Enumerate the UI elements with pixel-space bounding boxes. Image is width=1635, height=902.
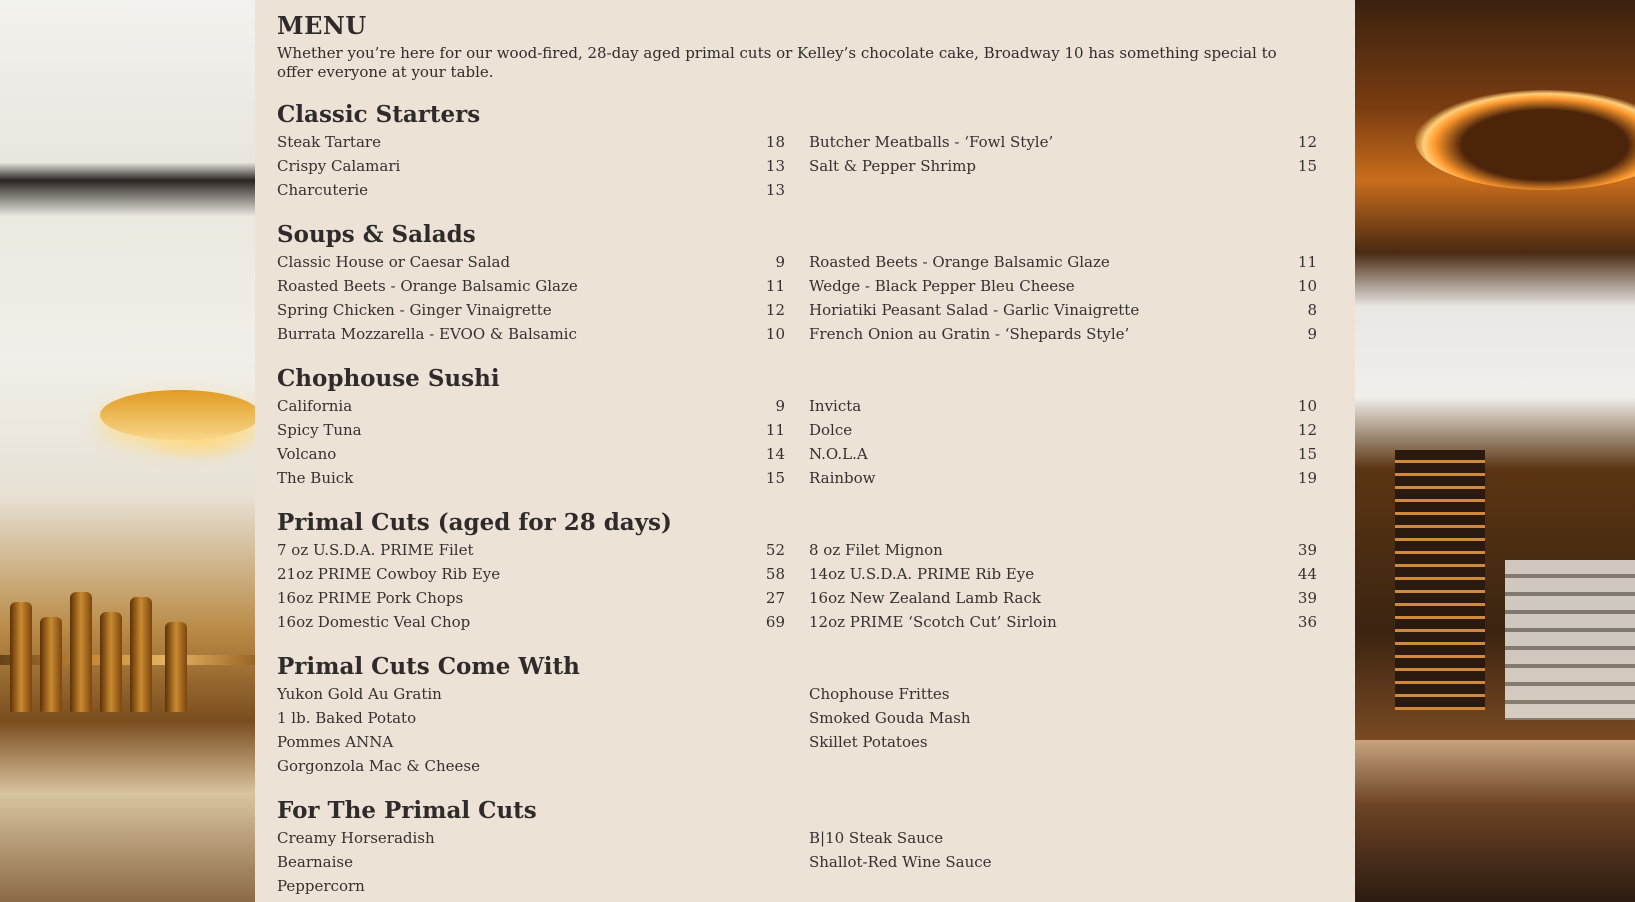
menu-item-price: 39 [1297,589,1317,607]
menu-item [809,538,1317,562]
menu-item-name: Peppercorn [277,877,365,895]
menu-item [809,418,1317,442]
wine-rack [1395,450,1485,710]
menu-item-name: 8 oz Filet Mignon [809,541,943,559]
menu-item-name: Roasted Beets - Orange Balsamic Glaze [277,277,578,295]
dining-background-photo-right [1355,0,1635,902]
menu-item-name: California [277,397,353,415]
menu-item [277,130,785,154]
bottle-image [10,602,32,712]
bar-shelf [0,655,255,665]
section-columns [277,130,1317,202]
menu-item [809,730,1317,754]
ceiling-light-ring [1415,90,1635,190]
section-title: Primal Cuts Come With [277,653,580,680]
menu-item-price: 14 [765,445,785,463]
menu-item-name: Butcher Meatballs - ‘Fowl Style’ [809,133,1054,151]
menu-item [277,274,785,298]
menu-item-name: Wedge - Black Pepper Bleu Cheese [809,277,1075,295]
menu-item-name: Spring Chicken - Ginger Vinaigrette [277,301,552,319]
menu-section [277,222,1317,346]
bottle-image [100,612,122,712]
menu-item-name: Roasted Beets - Orange Balsamic Glaze [809,253,1110,271]
menu-item [277,154,785,178]
menu-item-name: The Buick [277,469,354,487]
menu-item [277,442,785,466]
menu-column-left [277,682,785,778]
menu-column-left [277,250,785,346]
menu-item [277,250,785,274]
menu-item [809,682,1317,706]
menu-item-price: 10 [1297,277,1317,295]
menu-item-name: 12oz PRIME ‘Scotch Cut’ Sirloin [809,613,1057,631]
menu-item [277,538,785,562]
menu-item-price: 11 [1297,253,1317,271]
menu-item-price: 58 [765,565,785,583]
menu-item-price: 11 [765,277,785,295]
menu-item-price: 39 [1297,541,1317,559]
menu-column-right [809,826,1317,898]
menu-item [809,706,1317,730]
menu-item-name: Crispy Calamari [277,157,401,175]
menu-item [809,442,1317,466]
menu-item-name: Skillet Potatoes [809,733,928,751]
menu-sections [277,102,1317,898]
menu-item-price: 12 [765,301,785,319]
menu-item-price: 36 [1297,613,1317,631]
bottle-image [130,597,152,712]
menu-column-left [277,394,785,490]
section-columns [277,826,1317,898]
bottle-image [70,592,92,712]
section-title: For The Primal Cuts [277,797,537,824]
menu-item-price: 15 [1297,445,1317,463]
menu-item-price: 10 [1297,397,1317,415]
menu-item-price: 19 [1297,469,1317,487]
menu-item-price: 52 [765,541,785,559]
menu-item [277,754,785,778]
menu-column-right [809,394,1317,490]
menu-item-price: 15 [765,469,785,487]
menu-item-name: Rainbow [809,469,876,487]
menu-column-left [277,538,785,634]
menu-item-name: N.O.L.A [809,445,868,463]
menu-item-name: Bearnaise [277,853,353,871]
menu-item [277,466,785,490]
section-title: Primal Cuts (aged for 28 days) [277,509,672,536]
menu-item [277,586,785,610]
menu-item [809,274,1317,298]
bar-counter [1355,740,1635,902]
menu-item-name: Shallot-Red Wine Sauce [809,853,992,871]
menu-column-right [809,130,1317,202]
menu-item-price: 13 [765,181,785,199]
menu-item-name: Spicy Tuna [277,421,362,439]
menu-item [809,298,1317,322]
menu-column-left [277,130,785,202]
bar-background-photo-left [0,0,255,902]
menu-column-right [809,682,1317,778]
menu-item [277,610,785,634]
menu-item-name: Gorgonzola Mac & Cheese [277,757,480,775]
menu-item-price: 11 [765,421,785,439]
menu-item-name: 16oz PRIME Pork Chops [277,589,464,607]
menu-section [277,654,1317,778]
menu-item-name: Classic House or Caesar Salad [277,253,511,271]
menu-column-left [277,826,785,898]
menu-item-name: Volcano [277,445,337,463]
menu-item [277,850,785,874]
menu-item-name: 14oz U.S.D.A. PRIME Rib Eye [809,565,1035,583]
staircase [1505,560,1635,720]
menu-item-name: Dolce [809,421,853,439]
menu-item [277,322,785,346]
menu-item-name: Invicta [809,397,862,415]
bottle-image [40,617,62,712]
menu-column-right [809,538,1317,634]
menu-item-name: Pommes ANNA [277,733,394,751]
menu-item-price: 9 [775,397,785,415]
menu-item-name: 16oz New Zealand Lamb Rack [809,589,1041,607]
menu-item-name: Charcuterie [277,181,369,199]
menu-item-price: 13 [765,157,785,175]
menu-item [809,154,1317,178]
menu-intro: Whether you’re here for our wood-fired, 28-day aged primal cuts or Kelley’s chocolate cake, Broadway 10 has something special to offer everyone at your table. [277,44,1277,81]
section-columns [277,250,1317,346]
menu-item [277,730,785,754]
section-title: Soups & Salads [277,221,476,248]
bottle-image [165,622,187,712]
menu-item [277,418,785,442]
menu-item-price: 15 [1297,157,1317,175]
menu-item-name: Horiatiki Peasant Salad - Garlic Vinaigrette [809,301,1140,319]
menu-item-name: 1 lb. Baked Potato [277,709,417,727]
menu-item [277,706,785,730]
menu-panel [255,0,1355,902]
menu-item-name: Yukon Gold Au Gratin [277,685,442,703]
menu-item-name: Smoked Gouda Mash [809,709,971,727]
menu-item-name: Burrata Mozzarella - EVOO & Balsamic [277,325,577,343]
menu-item [809,322,1317,346]
menu-item [277,394,785,418]
menu-item [809,394,1317,418]
menu-item [809,562,1317,586]
menu-item-price: 12 [1297,421,1317,439]
menu-item-price: 9 [775,253,785,271]
menu-column-right [809,250,1317,346]
menu-item [277,874,785,898]
menu-item-price: 18 [765,133,785,151]
menu-section [277,798,1317,898]
menu-item [277,682,785,706]
pendant-lamp [100,390,260,440]
menu-item [809,466,1317,490]
section-title: Chophouse Sushi [277,365,500,392]
section-title: Classic Starters [277,101,481,128]
menu-item [277,298,785,322]
section-columns [277,682,1317,778]
menu-item-name: B|10 Steak Sauce [809,829,944,847]
menu-item-price: 69 [765,613,785,631]
menu-item [809,850,1317,874]
menu-item-price: 12 [1297,133,1317,151]
menu-item-name: Chophouse Frittes [809,685,950,703]
menu-item-price: 44 [1297,565,1317,583]
menu-item-name: 21oz PRIME Cowboy Rib Eye [277,565,501,583]
menu-section [277,510,1317,634]
section-columns [277,394,1317,490]
menu-item [809,130,1317,154]
section-columns [277,538,1317,634]
menu-item-name: 7 oz U.S.D.A. PRIME Filet [277,541,474,559]
menu-item [277,826,785,850]
menu-item-name: Creamy Horseradish [277,829,435,847]
menu-item [277,562,785,586]
menu-item [277,178,785,202]
menu-item-name: Steak Tartare [277,133,381,151]
menu-item-price: 10 [765,325,785,343]
menu-item-name: Salt & Pepper Shrimp [809,157,976,175]
menu-item-name: 16oz Domestic Veal Chop [277,613,471,631]
menu-section [277,366,1317,490]
menu-content [277,12,1317,898]
menu-item-name: French Onion au Gratin - ‘Shepards Style’ [809,325,1130,343]
menu-item-price: 9 [1307,325,1317,343]
menu-item [809,610,1317,634]
menu-item-price: 8 [1307,301,1317,319]
menu-item-price: 27 [765,589,785,607]
menu-item [809,586,1317,610]
menu-item [809,250,1317,274]
menu-section [277,102,1317,202]
menu-item [809,826,1317,850]
menu-title: MENU [277,11,367,40]
